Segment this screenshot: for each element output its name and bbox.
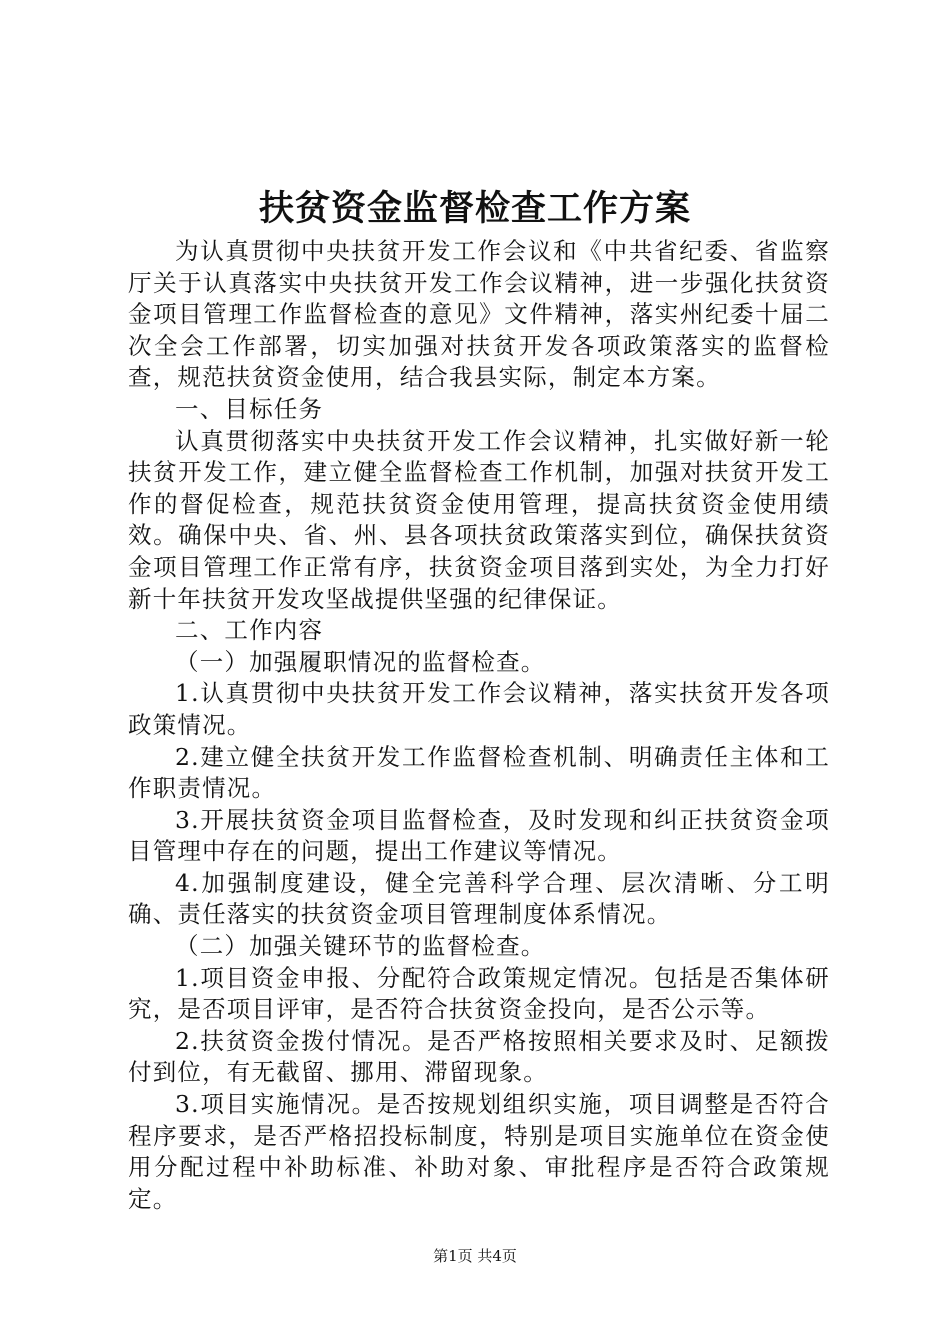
section-heading-2: 二、工作内容 (175, 616, 324, 645)
paragraph-goals: 认真贯彻落实中央扶贫开发工作会议精神，扎实做好新一轮扶贫开发工作，建立健全监督检查工作机制，加强对扶贫开发工作的督促检查，规范扶贫资金使用管理，提高扶贫资金使用绩效。确保中央、省、州、县各项扶贫政策落实到位，确保扶贫资金项目管理工作正常有序，扶贫资金项目落到实处，为全力打好新十年扶贫开发攻坚战提供坚强的纪律保证。 (128, 426, 830, 613)
subsection-heading-2: （二）加强关键环节的监督检查。 (175, 932, 546, 961)
list-item: 4.加强制度建设，健全完善科学合理、层次清晰、分工明确、责任落实的扶贫资金项目管理制度体系情况。 (128, 868, 830, 929)
section-heading-1: 一、目标任务 (175, 394, 324, 423)
document-title: 扶贫资金监督检查工作方案 (258, 188, 691, 229)
list-item: 2.扶贫资金拨付情况。是否严格按照相关要求及时、足额拨付到位，有无截留、挪用、滞留现象。 (128, 1026, 830, 1087)
page-number-footer: 第1页 共4页 (433, 1247, 517, 1265)
document-body (128, 236, 830, 1215)
list-item: 1.项目资金申报、分配符合政策规定情况。包括是否集体研究，是否项目评审，是否符合扶贫资金投向，是否公示等。 (128, 963, 830, 1024)
list-item: 2.建立健全扶贫开发工作监督检查机制、明确责任主体和工作职责情况。 (128, 742, 830, 803)
subsection-heading-1: （一）加强履职情况的监督检查。 (175, 647, 546, 676)
list-item: 3.项目实施情况。是否按规划组织实施，项目调整是否符合程序要求，是否严格招投标制度，特别是项目实施单位在资金使用分配过程中补助标准、补助对象、审批程序是否符合政策规定。 (128, 1090, 830, 1213)
list-item: 1.认真贯彻中央扶贫开发工作会议精神，落实扶贫开发各项政策情况。 (128, 679, 830, 739)
list-item: 3.开展扶贫资金项目监督检查，及时发现和纠正扶贫资金项目管理中存在的问题，提出工作建议等情况。 (128, 805, 830, 866)
paragraph-intro: 为认真贯彻中央扶贫开发工作会议和《中共省纪委、省监察厅关于认真落实中央扶贫开发工作会议精神，进一步强化扶贫资金项目管理工作监督检查的意见》文件精神，落实州纪委十届二次全会工作部署，切实加强对扶贫开发各项政策落实的监督检查，规范扶贫资金使用，结合我县实际，制定本方案。 (128, 237, 830, 392)
